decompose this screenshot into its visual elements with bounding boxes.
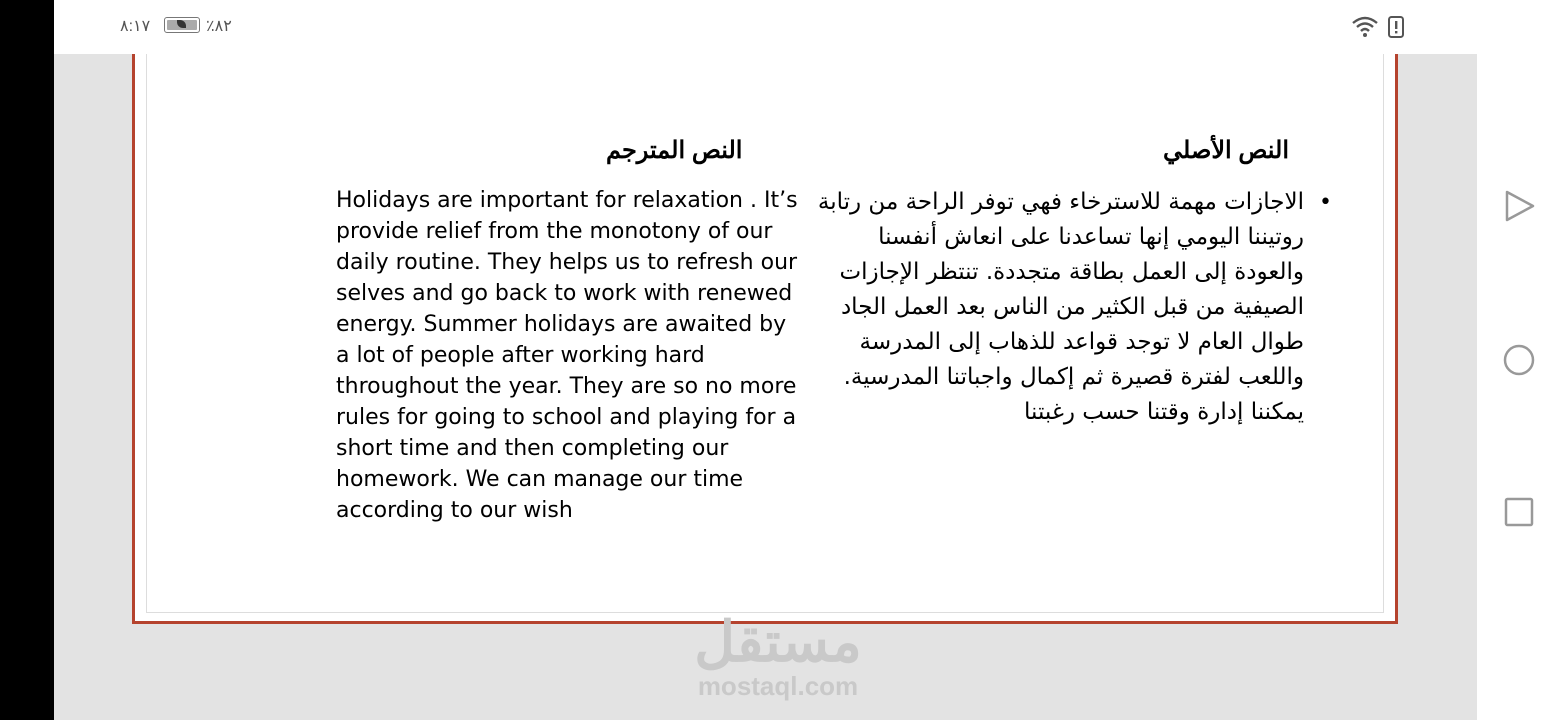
status-icons (1351, 14, 1411, 40)
arabic-paragraph (814, 185, 1332, 430)
recent-apps-square-icon[interactable] (1501, 494, 1537, 530)
alert-icon (1389, 17, 1403, 37)
status-bar (54, 0, 1477, 54)
watermark-arabic: مستقل (694, 610, 862, 673)
watermark (668, 612, 888, 700)
heading-translated-text: النص المترجم (606, 137, 743, 164)
wifi-icon (1353, 18, 1377, 37)
watermark-latin: mostaql.com (697, 671, 859, 701)
bullet-point: • (1319, 190, 1332, 215)
english-paragraph: Holidays are important for relaxation . It’s provide relief from the monotony of our daily routine. They helps us to refresh our selves and go back to work with renewed energy. Summer holidays are awaited by a lot of people after working hard throughout the year. They are so no more rules for going to school and playing for a short time and then completing our homework. We can manage our time according to our wish (336, 188, 798, 523)
navigation-bar (1477, 0, 1560, 720)
home-circle-icon[interactable] (1501, 342, 1537, 378)
presentation-slide (132, 54, 1398, 624)
heading-original-text: النص الأصلي (1163, 137, 1289, 164)
battery-percent: ٪٨٢ (206, 18, 232, 35)
arabic-paragraph-text: الاجازات مهمة للاسترخاء فهي توفر الراحة من رتابة روتيننا اليومي إنها تساعدنا على انعاش أنفسنا والعودة إلى العمل بطاقة متجددة. تنتظر الإجازات الصيفية من قبل الكثير من الناس بعد العمل الجاد طوال العام لا توجد قواعد للذهاب إلى المدرسة واللعب لفترة قصيرة ثم إكمال واجباتنا المدرسية. يمكننا إدارة وقتنا حسب رغبتنا (817, 189, 1304, 425)
status-time: ٨:١٧ (120, 18, 151, 35)
battery-icon (164, 17, 200, 33)
back-triangle-icon[interactable] (1501, 188, 1537, 224)
